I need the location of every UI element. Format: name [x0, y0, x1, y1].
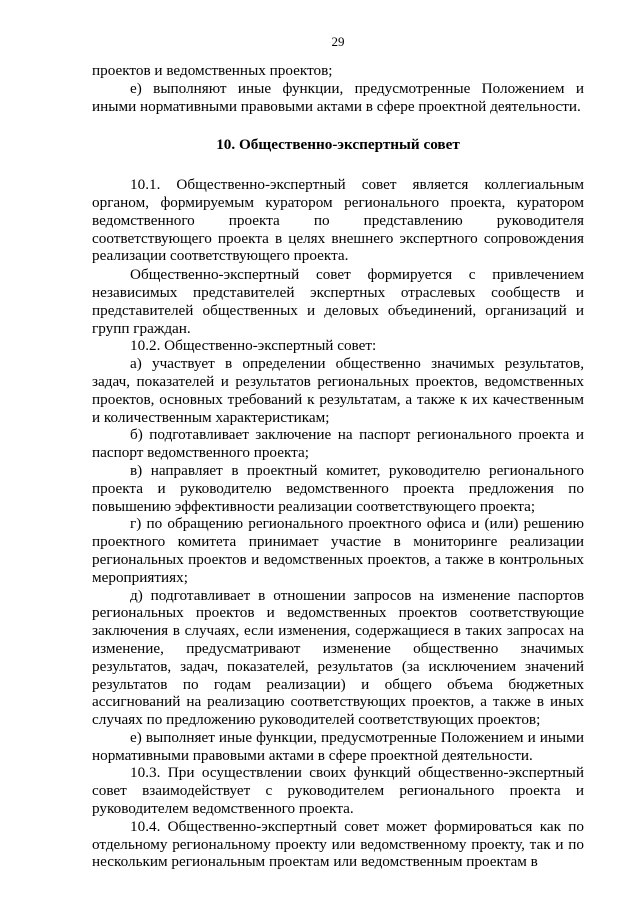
paragraph: проектов и ведомственных проектов; — [92, 62, 333, 79]
list-item: г) по обращению регионального проектного офиса и (или) решению проектного комитета принимает участие в мониторинге реализации региональных проектов и ведомственных проектов, а также в контрольных мероприятиях; — [92, 515, 584, 586]
list-item: в) направляет в проектный комитет, руководителю регионального проекта и руководителю ведомственного проекта предложения по повышению эффективности реализации соответствующего проекта; — [92, 461, 584, 515]
paragraph: 10.2. Общественно-экспертный совет: — [130, 337, 377, 355]
paragraph: 10.1. Общественно-экспертный совет является коллегиальным органом, формируемым куратором регионального проекта, куратором ведомственного проекта по представлению руководителя соответствующего проекта в целях внешнего экспертного сопровождения реализации соответствующего проекта. — [92, 176, 584, 265]
list-item: е) выполняет иные функции, предусмотренные Положением и иными нормативными правовыми актами в сфере проектной деятельности. — [92, 728, 584, 764]
list-item: б) подготавливает заключение на паспорт регионального проекта и паспорт ведомственного проекта; — [92, 426, 584, 462]
section-title: 10. Общественно-экспертный совет — [216, 136, 460, 154]
paragraph: 10.4. Общественно-экспертный совет может формироваться как по отдельному региональному проекту или ведомственному проекту, так и по нескольким региональным проектам или ведомственным проектам в — [92, 817, 584, 871]
list-item: а) участвует в определении общественно значимых результатов, задач, показателей и результатов региональных проектов, ведомственных проектов, основных требований к результатам, а также к их качественным и количественным характеристикам; — [92, 355, 584, 426]
page-number: 29 — [331, 34, 345, 49]
paragraph: Общественно-экспертный совет формируется с привлечением независимых представителей экспертных отраслевых сообществ и представителей общественных и деловых объединений, организаций и групп граждан. — [92, 266, 584, 337]
paragraph: е) выполняют иные функции, предусмотренные Положением и иными нормативными правовыми актами в сфере проектной деятельности. — [92, 79, 584, 115]
paragraph: 10.3. При осуществлении своих функций общественно-экспертный совет взаимодействует с руководителем регионального проекта и руководителем ведомственного проекта. — [92, 764, 584, 818]
list-item: д) подготавливает в отношении запросов на изменение паспортов региональных проектов и ведомственных проектов соответствующие заключения в случаях, если изменения, содержащиеся в таких запросах на изменение, предусматривают изменение общественно значимых результатов, задач, показателей, результатов (за исключением значений результатов по годам реализации) и общего объема бюджетных ассигнований на реализацию соответствующих проектов, а также в иных случаях по предложению руководителей соответствующих проектов; — [92, 586, 584, 729]
